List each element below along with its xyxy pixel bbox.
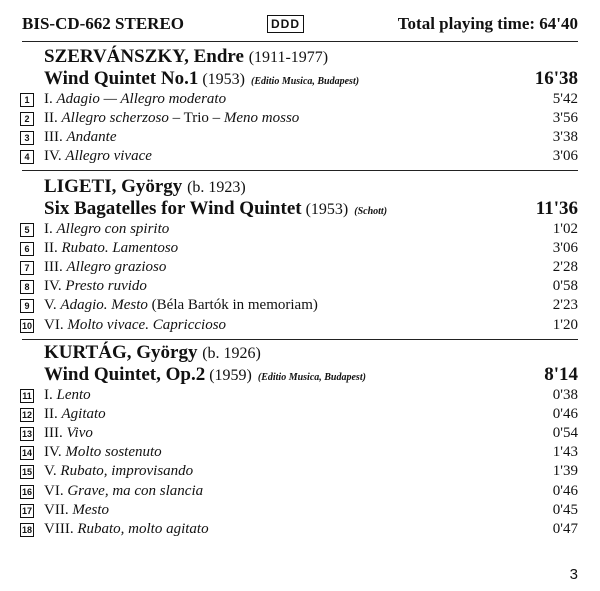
track-duration: 1'02 (552, 221, 578, 237)
track-title: Rubato, molto agitato (77, 520, 209, 537)
track-duration: 0'58 (552, 278, 578, 295)
page-number: 3 (569, 566, 578, 583)
work-publisher: (Editio Musica, Budapest) (257, 372, 366, 383)
track-title-group (44, 128, 117, 147)
track-duration: 2'28 (552, 259, 578, 276)
header-divider (22, 41, 578, 42)
work-title: Wind Quintet No.1 (44, 68, 199, 89)
track-row (0, 128, 600, 147)
work-title: Wind Quintet, Op.2 (44, 364, 206, 385)
track-roman: V. (44, 297, 57, 314)
track-number-box: 18 (21, 524, 32, 535)
track-title: Agitato (61, 406, 106, 423)
track-duration: 0'54 (552, 425, 578, 442)
track-title: Presto ruvido (65, 278, 147, 295)
track-number-box: 2 (20, 112, 34, 126)
track-title-group (44, 277, 147, 296)
track-row (0, 462, 600, 481)
composer-heading (44, 176, 246, 198)
track-title-extra: – Trio – (168, 110, 224, 127)
work-publisher: (Schott) (354, 206, 388, 217)
work-heading (44, 198, 578, 222)
track-row (0, 424, 600, 443)
track-title-group (44, 443, 162, 462)
track-roman: I. (44, 91, 53, 107)
track-row (0, 220, 600, 239)
track-roman: V. (44, 463, 57, 480)
section-divider (22, 339, 578, 340)
track-duration: 3'06 (552, 240, 578, 257)
track-title-group (44, 501, 109, 520)
track-number-box: 3 (20, 131, 34, 145)
work-year: (1953) (202, 71, 245, 88)
track-row (0, 258, 600, 277)
track-row (0, 520, 600, 539)
track-title-group (44, 220, 169, 239)
track-title-extra: (Béla Bartók in memoriam) (147, 297, 318, 314)
track-roman: III. (44, 129, 63, 146)
work-total-time: 11'36 (535, 198, 578, 219)
track-row (0, 296, 600, 315)
track-title-group (44, 258, 166, 277)
track-duration: 2'23 (552, 297, 578, 314)
track-duration: 5'42 (552, 91, 578, 107)
track-roman: II. (44, 406, 58, 423)
track-number-box: 9 (20, 299, 34, 313)
track-row (0, 147, 600, 166)
track-number-box: 7 (20, 261, 34, 275)
track-duration: 0'46 (552, 482, 578, 499)
track-row (0, 90, 600, 109)
track-title: Adagio. Mesto (60, 297, 148, 314)
track-title: Allegro scherzoso (61, 110, 169, 127)
work-heading (44, 364, 578, 388)
composer-name: KURTÁG, György (44, 342, 198, 363)
track-roman: IV. (44, 278, 62, 295)
track-roman: II. (44, 240, 58, 257)
track-number-box: 14 (21, 448, 32, 459)
track-title-group (44, 90, 226, 109)
track-roman: IV. (44, 148, 62, 165)
catalog-number: BIS-CD-662 STEREO (22, 14, 185, 33)
work-total-time: 8'14 (544, 364, 578, 385)
work-heading (44, 68, 578, 92)
track-title: Allegro con spirito (56, 221, 170, 237)
track-duration: 1'39 (552, 463, 578, 480)
track-title: Molto vivace. Capriccioso (67, 316, 227, 333)
track-roman: III. (44, 259, 63, 276)
track-number-box: 12 (21, 410, 32, 421)
track-title: Allegro grazioso (66, 259, 167, 276)
track-roman: II. (44, 110, 58, 127)
track-duration: 0'38 (552, 387, 578, 403)
track-number-box: 1 (20, 93, 34, 107)
track-number-box: 13 (21, 429, 32, 440)
track-row (0, 405, 600, 424)
track-duration: 1'43 (552, 444, 578, 461)
track-roman: VI. (44, 316, 64, 333)
track-title: Rubato, improvisando (60, 463, 194, 480)
track-roman: I. (44, 221, 53, 237)
track-title: Mesto (72, 501, 109, 518)
track-number-box: 8 (20, 280, 34, 294)
track-title: Grave, ma con slancia (67, 482, 204, 499)
track-roman: VI. (44, 482, 64, 499)
work-publisher: (Editio Musica, Budapest) (250, 76, 360, 87)
track-title: Allegro vivace (65, 148, 152, 165)
track-duration: 3'06 (552, 148, 578, 165)
track-title-group (44, 482, 203, 501)
track-title-group (44, 147, 152, 166)
track-duration: 0'45 (552, 501, 578, 518)
track-row (0, 316, 600, 335)
composer-name: LIGETI, György (44, 176, 183, 197)
track-duration: 0'47 (552, 520, 578, 537)
track-row (0, 386, 600, 405)
track-title-group (44, 424, 93, 443)
track-row (0, 501, 600, 520)
work-year: (1959) (209, 367, 252, 384)
track-title-group (44, 520, 209, 539)
work-total-time: 16'38 (534, 68, 578, 89)
work-title: Six Bagatelles for Wind Quintet (44, 198, 302, 219)
track-roman: I. (44, 387, 53, 403)
track-roman: VII. (44, 501, 69, 518)
track-title-group (44, 316, 226, 335)
track-title: Vivo (66, 425, 93, 442)
track-roman: III. (44, 425, 63, 442)
track-title-group (44, 239, 178, 258)
total-playing-time: Total playing time: 64'40 (397, 14, 578, 33)
track-row (0, 109, 600, 128)
track-duration: 3'38 (552, 129, 578, 146)
track-duration: 3'56 (552, 110, 578, 127)
track-number-box: 15 (21, 467, 32, 478)
work-year: (1953) (305, 201, 349, 218)
composer-name: SZERVÁNSZKY, Endre (44, 46, 244, 67)
track-number-box: 16 (21, 486, 32, 497)
track-number-box: 6 (20, 242, 34, 256)
track-number-box: 5 (20, 223, 34, 237)
track-title-group (44, 109, 299, 128)
section-divider (22, 170, 578, 171)
track-title: Adagio — Allegro moderato (56, 91, 227, 107)
composer-heading (44, 342, 261, 364)
composer-dates: (b. 1923) (187, 179, 246, 196)
composer-dates: (b. 1926) (202, 345, 261, 362)
track-title: Rubato. Lamentoso (61, 240, 179, 257)
ddd-badge: DDD (267, 15, 304, 33)
track-row (0, 239, 600, 258)
composer-heading (44, 46, 328, 68)
track-row (0, 482, 600, 501)
track-title: Andante (66, 129, 117, 146)
track-title-group (44, 405, 106, 424)
track-duration: 0'46 (552, 406, 578, 423)
track-title-group (44, 386, 91, 405)
composer-dates: (1911-1977) (248, 49, 329, 66)
track-number-box: 4 (20, 150, 34, 164)
track-title-group (44, 296, 318, 315)
track-roman: IV. (44, 444, 62, 461)
track-title: Molto sostenuto (65, 444, 162, 461)
track-title-group (44, 462, 193, 481)
track-roman: VIII. (44, 520, 74, 537)
track-title: Lento (56, 387, 91, 403)
track-duration: 1'20 (552, 316, 578, 333)
track-number-box: 10 (21, 320, 32, 331)
track-row (0, 277, 600, 296)
header (22, 14, 578, 38)
track-row (0, 443, 600, 462)
track-number-box: 11 (20, 389, 34, 403)
track-number-box: 17 (21, 505, 32, 516)
track-title-continued: Meno mosso (223, 110, 300, 127)
